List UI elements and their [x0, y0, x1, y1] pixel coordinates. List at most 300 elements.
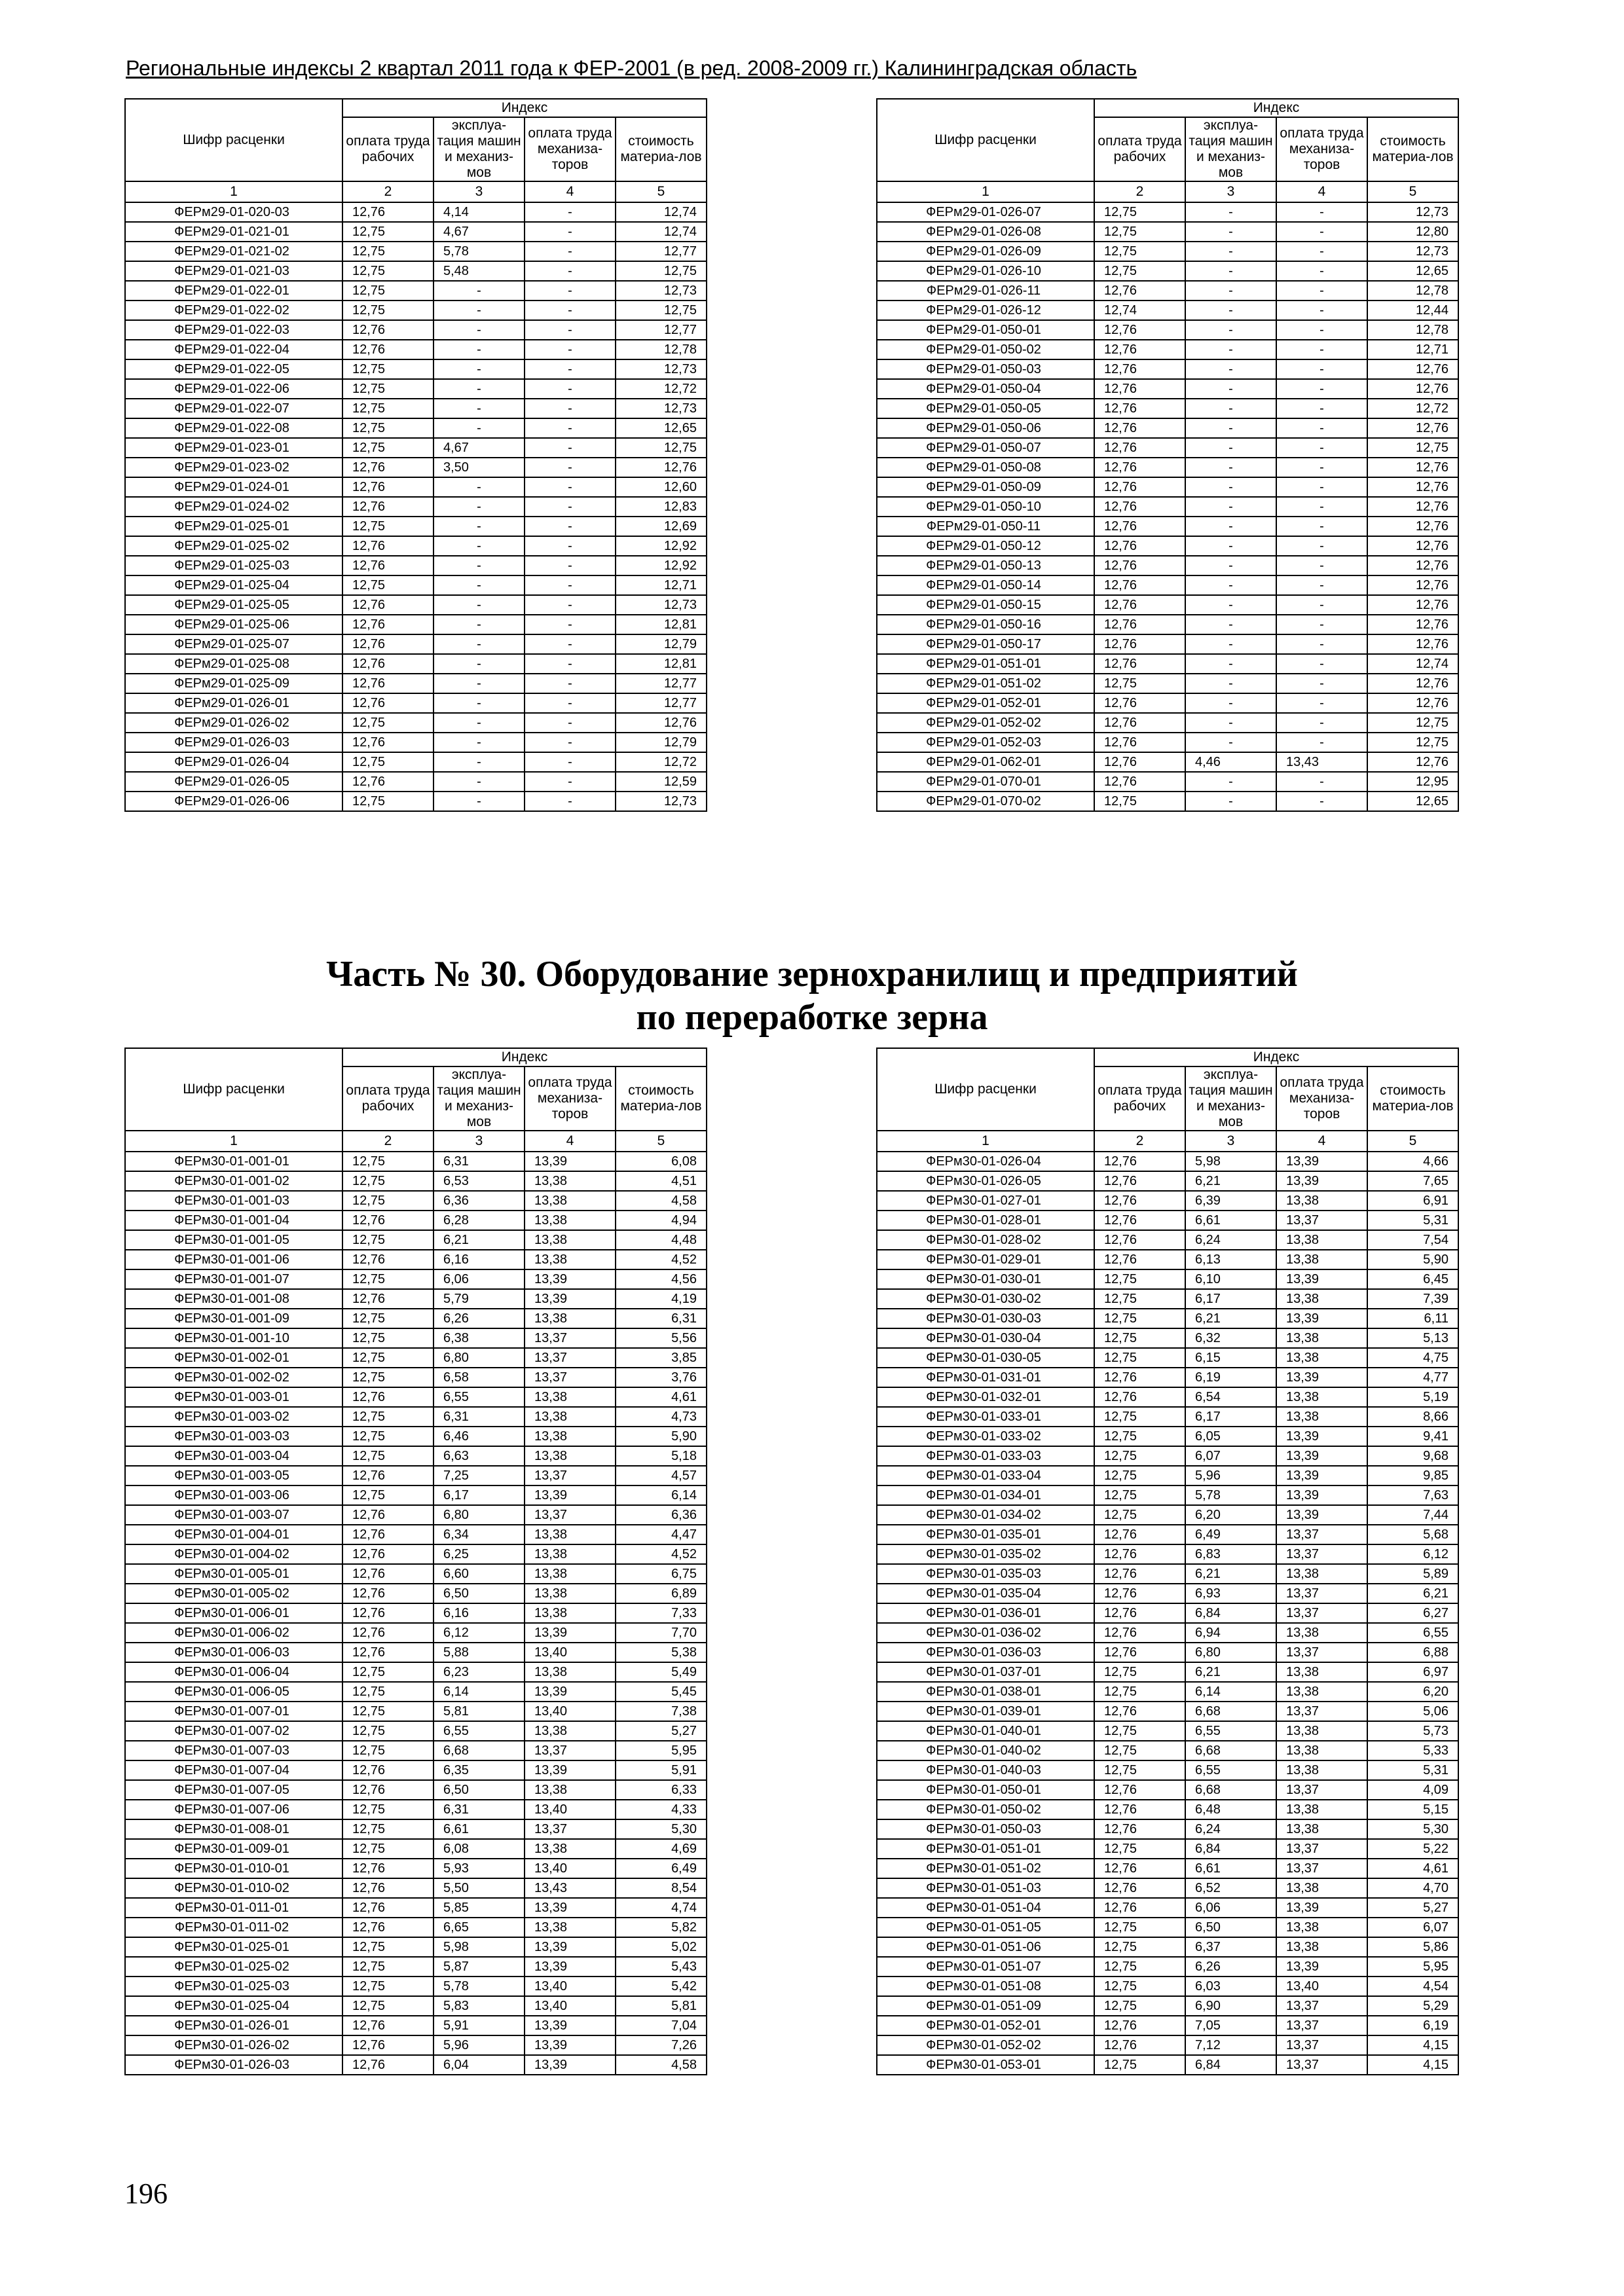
cell-machines: 5,83	[434, 1996, 525, 2016]
cell-labor: 12,76	[342, 1387, 434, 1407]
cell-code: ФЕРм30-01-040-03	[877, 1760, 1094, 1780]
cell-operators: 13,37	[525, 1741, 616, 1760]
cell-operators: -	[1276, 222, 1367, 242]
cell-operators: 13,39	[525, 1760, 616, 1780]
cell-operators: 13,39	[1276, 1466, 1367, 1485]
cell-code: ФЕРм29-01-052-03	[877, 733, 1094, 752]
cell-labor: 12,76	[342, 654, 434, 674]
table-row	[125, 556, 707, 575]
cell-operators: -	[525, 340, 616, 359]
cell-operators: 13,38	[1276, 1662, 1367, 1682]
header-num5: 5	[616, 1131, 707, 1152]
cell-materials: 4,56	[616, 1269, 707, 1289]
table-row	[877, 477, 1458, 497]
cell-labor: 12,76	[1094, 1230, 1185, 1250]
cell-code: ФЕРм30-01-007-01	[125, 1702, 342, 1721]
cell-machines: 7,12	[1185, 2035, 1276, 2055]
cell-labor: 12,76	[342, 634, 434, 654]
cell-machines: 6,31	[434, 1152, 525, 1171]
cell-materials: 6,14	[616, 1485, 707, 1505]
cell-operators: 13,38	[525, 1839, 616, 1859]
cell-code: ФЕРм29-01-025-03	[125, 556, 342, 575]
table-row	[125, 1721, 707, 1741]
cell-labor: 12,75	[342, 1977, 434, 1996]
cell-materials: 4,94	[616, 1211, 707, 1230]
table-row	[125, 674, 707, 693]
table-row	[125, 242, 707, 261]
cell-operators: 13,40	[1276, 1977, 1367, 1996]
table-row	[877, 1446, 1458, 1466]
cell-code: ФЕРм30-01-040-02	[877, 1741, 1094, 1760]
cell-operators: -	[525, 438, 616, 458]
cell-materials: 12,60	[616, 477, 707, 497]
cell-code: ФЕРм30-01-035-01	[877, 1525, 1094, 1544]
table-row	[877, 1819, 1458, 1839]
table-part30-left	[124, 1048, 707, 2075]
cell-machines: 6,23	[434, 1662, 525, 1682]
header-code: Шифр расценки	[877, 1048, 1094, 1131]
cell-machines: -	[1185, 733, 1276, 752]
cell-code: ФЕРм29-01-070-01	[877, 772, 1094, 792]
cell-operators: -	[525, 772, 616, 792]
table-row	[877, 497, 1458, 517]
cell-machines: 6,49	[1185, 1525, 1276, 1544]
cell-code: ФЕРм29-01-022-04	[125, 340, 342, 359]
table-row	[877, 1368, 1458, 1387]
table-row	[125, 693, 707, 713]
cell-materials: 7,44	[1367, 1505, 1458, 1525]
cell-machines: -	[1185, 359, 1276, 379]
cell-machines: 6,55	[434, 1721, 525, 1741]
cell-operators: 13,39	[525, 1898, 616, 1918]
table-part29-left	[124, 98, 707, 812]
cell-code: ФЕРм30-01-030-05	[877, 1348, 1094, 1368]
cell-operators: -	[525, 222, 616, 242]
cell-materials: 4,52	[616, 1250, 707, 1269]
cell-machines: -	[1185, 320, 1276, 340]
cell-machines: 4,14	[434, 202, 525, 222]
cell-materials: 5,42	[616, 1977, 707, 1996]
cell-materials: 12,75	[616, 301, 707, 320]
cell-machines: 6,68	[1185, 1741, 1276, 1760]
cell-labor: 12,76	[1094, 1250, 1185, 1269]
cell-code: ФЕРм29-01-050-15	[877, 595, 1094, 615]
cell-materials: 3,76	[616, 1368, 707, 1387]
cell-labor: 12,76	[1094, 1191, 1185, 1211]
part-title	[124, 953, 1500, 1039]
cell-code: ФЕРм30-01-004-01	[125, 1525, 342, 1544]
cell-code: ФЕРм29-01-050-05	[877, 399, 1094, 418]
table-row	[125, 575, 707, 595]
cell-machines: 6,28	[434, 1211, 525, 1230]
cell-materials: 12,78	[616, 340, 707, 359]
cell-operators: 13,37	[1276, 2035, 1367, 2055]
cell-labor: 12,75	[342, 281, 434, 301]
cell-operators: 13,37	[525, 1328, 616, 1348]
cell-labor: 12,75	[1094, 1309, 1185, 1328]
cell-operators: 13,38	[1276, 1682, 1367, 1702]
cell-operators: 13,39	[1276, 1152, 1367, 1171]
cell-code: ФЕРм30-01-006-02	[125, 1623, 342, 1643]
cell-labor: 12,75	[342, 1662, 434, 1682]
cell-code: ФЕРм29-01-050-03	[877, 359, 1094, 379]
cell-operators: 13,38	[525, 1250, 616, 1269]
cell-code: ФЕРм30-01-030-02	[877, 1289, 1094, 1309]
table-row	[877, 1348, 1458, 1368]
cell-labor: 12,76	[342, 2035, 434, 2055]
cell-code: ФЕРм30-01-007-04	[125, 1760, 342, 1780]
cell-operators: 13,38	[525, 1387, 616, 1407]
table-row	[877, 340, 1458, 359]
cell-labor: 12,75	[1094, 1682, 1185, 1702]
cell-labor: 12,76	[1094, 595, 1185, 615]
cell-materials: 4,19	[616, 1289, 707, 1309]
cell-machines: 6,55	[434, 1387, 525, 1407]
table-row	[125, 497, 707, 517]
cell-materials: 12,72	[616, 379, 707, 399]
cell-code: ФЕРм29-01-022-03	[125, 320, 342, 340]
cell-labor: 12,75	[342, 1741, 434, 1760]
cell-labor: 12,74	[1094, 301, 1185, 320]
cell-machines: -	[1185, 242, 1276, 261]
cell-operators: 13,38	[1276, 1387, 1367, 1407]
cell-machines: 5,87	[434, 1957, 525, 1977]
cell-machines: 5,48	[434, 261, 525, 281]
cell-operators: 13,37	[1276, 1780, 1367, 1800]
cell-code: ФЕРм29-01-021-02	[125, 242, 342, 261]
cell-labor: 12,75	[342, 517, 434, 536]
cell-labor: 12,76	[1094, 1643, 1185, 1662]
cell-materials: 7,26	[616, 2035, 707, 2055]
header-num4: 4	[525, 1131, 616, 1152]
cell-machines: -	[434, 556, 525, 575]
cell-materials: 6,49	[616, 1859, 707, 1878]
cell-materials: 12,76	[1367, 477, 1458, 497]
cell-machines: -	[1185, 497, 1276, 517]
cell-machines: -	[434, 693, 525, 713]
cell-materials: 4,61	[1367, 1859, 1458, 1878]
table-row	[877, 536, 1458, 556]
cell-labor: 12,76	[342, 733, 434, 752]
cell-machines: 6,35	[434, 1760, 525, 1780]
cell-operators: 13,38	[1276, 1918, 1367, 1937]
cell-materials: 6,88	[1367, 1643, 1458, 1662]
table-row	[125, 615, 707, 634]
cell-operators: -	[525, 575, 616, 595]
cell-machines: -	[434, 615, 525, 634]
cell-code: ФЕРм30-01-051-07	[877, 1957, 1094, 1977]
cell-materials: 4,69	[616, 1839, 707, 1859]
cell-operators: 13,37	[1276, 2055, 1367, 2075]
table-row	[125, 1505, 707, 1525]
cell-code: ФЕРм30-01-001-01	[125, 1152, 342, 1171]
table-row	[877, 379, 1458, 399]
cell-code: ФЕРм30-01-035-04	[877, 1584, 1094, 1603]
table-row	[125, 301, 707, 320]
table-row	[125, 1407, 707, 1427]
cell-code: ФЕРм29-01-022-05	[125, 359, 342, 379]
cell-labor: 12,75	[342, 1427, 434, 1446]
cell-materials: 6,36	[616, 1505, 707, 1525]
cell-operators: -	[1276, 595, 1367, 615]
table-row	[877, 1171, 1458, 1191]
cell-materials: 12,76	[1367, 458, 1458, 477]
cell-code: ФЕРм29-01-050-17	[877, 634, 1094, 654]
table-row	[877, 1957, 1458, 1977]
table-row	[877, 1682, 1458, 1702]
cell-code: ФЕРм30-01-051-01	[877, 1839, 1094, 1859]
cell-machines: 6,34	[434, 1525, 525, 1544]
header-num3: 3	[1185, 181, 1276, 202]
cell-machines: 6,55	[1185, 1721, 1276, 1741]
cell-code: ФЕРм29-01-025-05	[125, 595, 342, 615]
cell-machines: 6,08	[434, 1839, 525, 1859]
cell-code: ФЕРм30-01-028-01	[877, 1211, 1094, 1230]
table-row	[125, 1250, 707, 1269]
cell-operators: -	[1276, 733, 1367, 752]
cell-labor: 12,76	[342, 1603, 434, 1623]
cell-labor: 12,75	[1094, 261, 1185, 281]
cell-materials: 12,76	[1367, 497, 1458, 517]
cell-machines: 6,14	[1185, 1682, 1276, 1702]
cell-operators: 13,37	[1276, 1702, 1367, 1721]
cell-code: ФЕРм30-01-001-07	[125, 1269, 342, 1289]
cell-materials: 4,47	[616, 1525, 707, 1544]
cell-code: ФЕРм30-01-007-05	[125, 1780, 342, 1800]
table-header-row	[125, 99, 707, 117]
cell-machines: 6,37	[1185, 1937, 1276, 1957]
cell-labor: 12,75	[1094, 1427, 1185, 1446]
cell-labor: 12,75	[342, 1191, 434, 1211]
table-row	[125, 1937, 707, 1957]
cell-labor: 12,76	[342, 497, 434, 517]
cell-labor: 12,76	[1094, 1171, 1185, 1191]
cell-labor: 12,76	[342, 1643, 434, 1662]
cell-machines: -	[434, 772, 525, 792]
cell-materials: 12,80	[1367, 222, 1458, 242]
cell-materials: 7,38	[616, 1702, 707, 1721]
cell-labor: 12,76	[1094, 772, 1185, 792]
cell-materials: 4,15	[1367, 2035, 1458, 2055]
cell-operators: -	[1276, 556, 1367, 575]
cell-materials: 12,59	[616, 772, 707, 792]
cell-labor: 12,75	[342, 301, 434, 320]
table-row	[125, 1466, 707, 1485]
cell-labor: 12,76	[342, 772, 434, 792]
table-row	[125, 1957, 707, 1977]
cell-code: ФЕРм30-01-008-01	[125, 1819, 342, 1839]
cell-materials: 4,58	[616, 1191, 707, 1211]
cell-labor: 12,75	[342, 575, 434, 595]
cell-labor: 12,75	[342, 1309, 434, 1328]
cell-materials: 12,81	[616, 615, 707, 634]
cell-code: ФЕРм30-01-006-03	[125, 1643, 342, 1662]
cell-labor: 12,75	[1094, 1269, 1185, 1289]
cell-operators: 13,38	[525, 1230, 616, 1250]
cell-operators: 13,38	[525, 1918, 616, 1937]
cell-labor: 12,76	[1094, 575, 1185, 595]
cell-operators: -	[525, 792, 616, 811]
cell-code: ФЕРм30-01-050-02	[877, 1800, 1094, 1819]
cell-labor: 12,76	[342, 1564, 434, 1584]
cell-machines: 6,83	[1185, 1544, 1276, 1564]
cell-labor: 12,75	[342, 1839, 434, 1859]
cell-operators: 13,39	[1276, 1171, 1367, 1191]
cell-code: ФЕРм29-01-026-12	[877, 301, 1094, 320]
table-row	[125, 1485, 707, 1505]
cell-materials: 5,95	[616, 1741, 707, 1760]
header-index: Индекс	[1094, 1048, 1458, 1066]
cell-operators: -	[525, 733, 616, 752]
cell-operators: -	[525, 281, 616, 301]
cell-operators: 13,38	[1276, 1348, 1367, 1368]
cell-code: ФЕРм29-01-026-02	[125, 713, 342, 733]
cell-materials: 12,77	[616, 242, 707, 261]
cell-labor: 12,75	[1094, 1485, 1185, 1505]
page-number: 196	[124, 2178, 168, 2210]
header-num3: 3	[434, 181, 525, 202]
cell-labor: 12,76	[342, 1211, 434, 1230]
cell-labor: 12,76	[1094, 320, 1185, 340]
cell-code: ФЕРм29-01-023-01	[125, 438, 342, 458]
cell-code: ФЕРм29-01-025-07	[125, 634, 342, 654]
cell-operators: 13,38	[1276, 1819, 1367, 1839]
cell-materials: 5,81	[616, 1996, 707, 2016]
cell-labor: 12,75	[342, 1269, 434, 1289]
cell-operators: -	[525, 261, 616, 281]
cell-operators: -	[1276, 281, 1367, 301]
cell-materials: 12,76	[1367, 517, 1458, 536]
cell-operators: 13,38	[1276, 1564, 1367, 1584]
table-row	[125, 2055, 707, 2075]
cell-code: ФЕРм30-01-026-01	[125, 2016, 342, 2035]
cell-code: ФЕРм30-01-011-02	[125, 1918, 342, 1937]
cell-materials: 5,49	[616, 1662, 707, 1682]
cell-labor: 12,76	[1094, 497, 1185, 517]
cell-materials: 4,73	[616, 1407, 707, 1427]
table-row	[877, 634, 1458, 654]
header-col4: оплата труда механиза-торов	[1276, 1066, 1367, 1131]
table-row	[877, 1191, 1458, 1211]
cell-materials: 12,76	[1367, 595, 1458, 615]
cell-labor: 12,76	[1094, 1152, 1185, 1171]
part-title-line2: по переработке зерна	[636, 997, 988, 1038]
cell-materials: 12,81	[616, 654, 707, 674]
header-num2: 2	[342, 1131, 434, 1152]
cell-code: ФЕРм29-01-025-02	[125, 536, 342, 556]
cell-labor: 12,76	[342, 615, 434, 634]
header-col2: оплата труда рабочих	[342, 117, 434, 181]
table-row	[125, 1623, 707, 1643]
cell-machines: -	[1185, 418, 1276, 438]
cell-code: ФЕРм30-01-002-01	[125, 1348, 342, 1368]
cell-labor: 12,76	[342, 1289, 434, 1309]
table-row	[877, 615, 1458, 634]
cell-code: ФЕРм30-01-038-01	[877, 1682, 1094, 1702]
table-row	[877, 1780, 1458, 1800]
cell-operators: 13,38	[525, 1407, 616, 1427]
cell-materials: 12,73	[616, 399, 707, 418]
cell-labor: 12,75	[1094, 1505, 1185, 1525]
cell-labor: 12,76	[342, 1525, 434, 1544]
table-row	[125, 202, 707, 222]
cell-code: ФЕРм30-01-001-06	[125, 1250, 342, 1269]
cell-code: ФЕРм29-01-051-01	[877, 654, 1094, 674]
cell-labor: 12,76	[1094, 1898, 1185, 1918]
cell-materials: 12,65	[1367, 792, 1458, 811]
cell-machines: 6,39	[1185, 1191, 1276, 1211]
cell-materials: 7,04	[616, 2016, 707, 2035]
cell-operators: 13,38	[525, 1564, 616, 1584]
cell-operators: 13,39	[525, 1957, 616, 1977]
cell-materials: 5,82	[616, 1918, 707, 1937]
cell-materials: 12,76	[616, 713, 707, 733]
cell-operators: 13,38	[525, 1584, 616, 1603]
table-row	[125, 1446, 707, 1466]
cell-labor: 12,75	[1094, 202, 1185, 222]
table-row	[125, 1584, 707, 1603]
cell-machines: 6,15	[1185, 1348, 1276, 1368]
cell-code: ФЕРм30-01-001-10	[125, 1328, 342, 1348]
cell-labor: 12,76	[1094, 477, 1185, 497]
cell-materials: 12,73	[1367, 202, 1458, 222]
cell-materials: 4,70	[1367, 1878, 1458, 1898]
cell-operators: 13,39	[525, 1289, 616, 1309]
cell-materials: 6,12	[1367, 1544, 1458, 1564]
cell-materials: 4,33	[616, 1800, 707, 1819]
table-row	[125, 713, 707, 733]
table-row	[125, 1289, 707, 1309]
cell-materials: 12,65	[616, 418, 707, 438]
cell-labor: 12,75	[342, 1702, 434, 1721]
cell-code: ФЕРм30-01-051-09	[877, 1996, 1094, 2016]
cell-materials: 12,76	[1367, 752, 1458, 772]
cell-materials: 12,76	[1367, 615, 1458, 634]
cell-labor: 12,75	[1094, 222, 1185, 242]
table-row	[877, 1407, 1458, 1427]
cell-code: ФЕРм30-01-050-01	[877, 1780, 1094, 1800]
cell-materials: 12,77	[616, 693, 707, 713]
table-row	[125, 458, 707, 477]
cell-code: ФЕРм29-01-050-09	[877, 477, 1094, 497]
table-row	[877, 1427, 1458, 1446]
cell-code: ФЕРм30-01-053-01	[877, 2055, 1094, 2075]
cell-machines: -	[1185, 693, 1276, 713]
cell-code: ФЕРм30-01-006-05	[125, 1682, 342, 1702]
cell-operators: 13,39	[525, 2035, 616, 2055]
table-row	[125, 654, 707, 674]
table-row	[125, 1544, 707, 1564]
cell-labor: 12,75	[1094, 1662, 1185, 1682]
cell-labor: 12,76	[1094, 1525, 1185, 1544]
cell-materials: 6,33	[616, 1780, 707, 1800]
cell-labor: 12,75	[1094, 1996, 1185, 2016]
header-num1: 1	[125, 181, 342, 202]
cell-labor: 12,76	[1094, 634, 1185, 654]
cell-operators: 13,38	[1276, 1741, 1367, 1760]
cell-operators: 13,39	[1276, 1269, 1367, 1289]
cell-labor: 12,75	[1094, 1918, 1185, 1937]
cell-operators: 13,38	[1276, 1191, 1367, 1211]
cell-operators: -	[1276, 654, 1367, 674]
cell-code: ФЕРм30-01-025-01	[125, 1937, 342, 1957]
cell-materials: 6,20	[1367, 1682, 1458, 1702]
cell-code: ФЕРм30-01-033-03	[877, 1446, 1094, 1466]
cell-materials: 4,09	[1367, 1780, 1458, 1800]
cell-materials: 12,78	[1367, 281, 1458, 301]
cell-labor: 12,76	[342, 595, 434, 615]
header-col3: эксплуа-тация машин и механиз-мов	[434, 1066, 525, 1131]
